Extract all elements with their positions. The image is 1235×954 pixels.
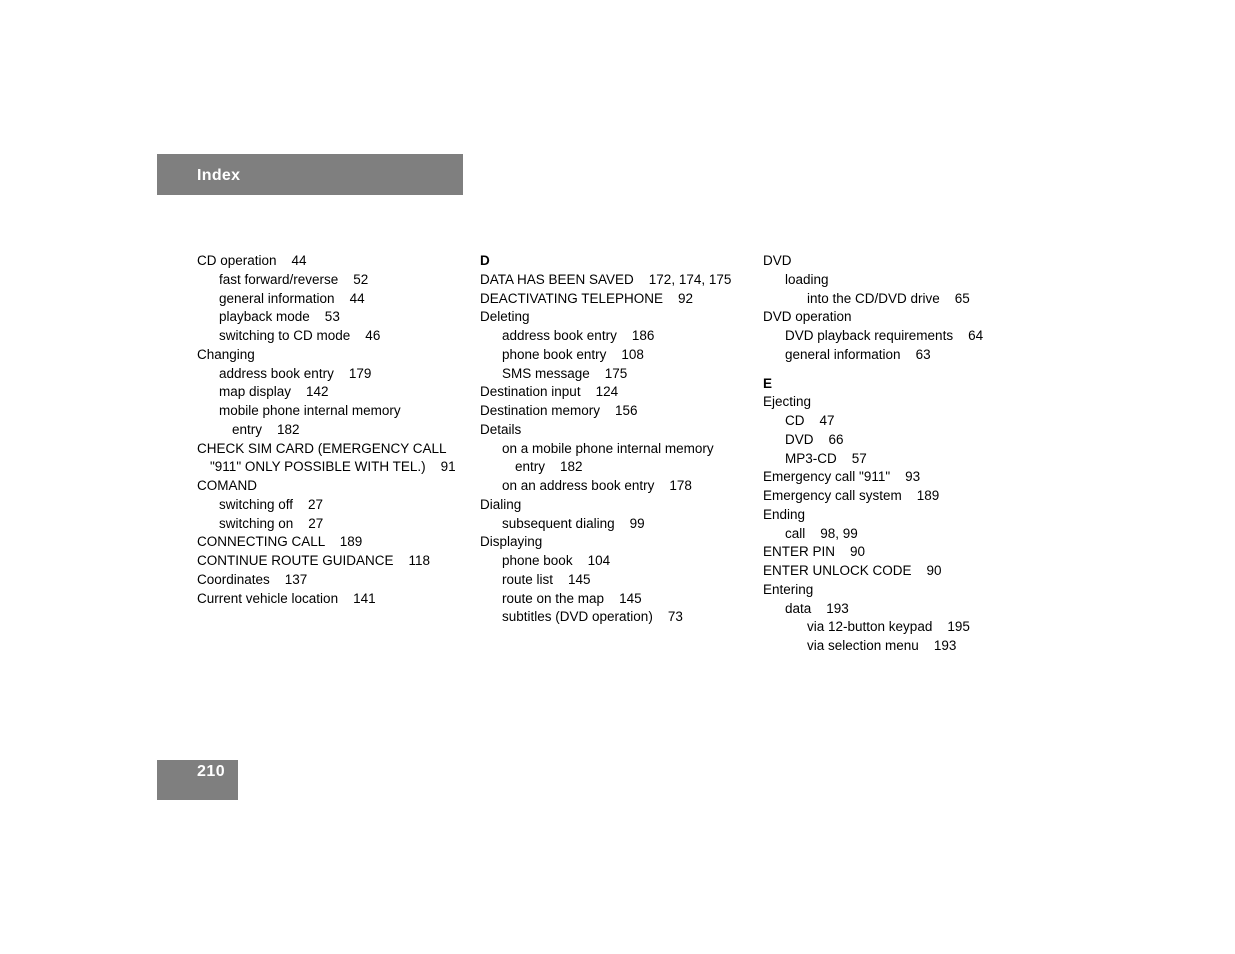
index-subentry: playback mode 53 <box>219 309 340 325</box>
index-subsubentry: via 12-button keypad 195 <box>807 619 970 635</box>
section-title: Index <box>197 167 241 184</box>
index-subentry: DVD 66 <box>785 431 844 447</box>
index-subentry: phone book 104 <box>502 553 611 568</box>
index-entry: CONNECTING CALL 189 <box>197 534 363 550</box>
index-subentry: DVD playback requirements 64 <box>785 328 984 343</box>
index-column-2 <box>480 252 755 627</box>
index-entry: Destination input 124 <box>480 384 619 400</box>
page-number-tab <box>157 760 238 800</box>
letter-gap <box>763 365 1023 375</box>
index-entry: Ending <box>763 506 806 522</box>
index-entry: COMAND <box>197 478 257 493</box>
index-entry: Details <box>480 421 522 437</box>
index-entry: CHECK SIM CARD (EMERGENCY CALL <box>197 440 447 456</box>
index-subentry: route list 145 <box>502 571 591 587</box>
index-subentry-continuation: entry 182 <box>232 421 300 437</box>
index-subentry: phone book entry 108 <box>502 346 644 362</box>
index-entry: Ejecting <box>763 394 812 410</box>
index-entry: ENTER PIN 90 <box>763 544 866 560</box>
index-entry: Entering <box>763 581 814 597</box>
index-subentry: on a mobile phone internal memory <box>502 440 714 456</box>
index-entry: ENTER UNLOCK CODE 90 <box>763 563 942 578</box>
index-subentry: route on the map 145 <box>502 590 642 606</box>
index-letter-heading: E <box>763 375 773 391</box>
index-subentry: subsequent dialing 99 <box>502 515 645 531</box>
index-entry: Coordinates 137 <box>197 571 308 587</box>
index-subentry: SMS message 175 <box>502 365 628 381</box>
index-entry-continuation: "911" ONLY POSSIBLE WITH TEL.) 91 <box>210 459 456 475</box>
index-subentry: subtitles (DVD operation) 73 <box>502 609 683 625</box>
index-subentry: general information 63 <box>785 346 931 362</box>
index-letter-heading: D <box>480 253 490 268</box>
section-header <box>157 154 463 195</box>
index-entry: DEACTIVATING TELEPHONE 92 <box>480 290 694 306</box>
index-subentry: call 98, 99 <box>785 525 858 541</box>
page-number: 210 <box>197 763 226 780</box>
index-subentry: address book entry 179 <box>219 365 372 381</box>
index-subentry: switching off 27 <box>219 496 324 512</box>
index-subentry: general information 44 <box>219 290 365 306</box>
index-subsubentry: via selection menu 193 <box>807 638 957 653</box>
index-subentry: on an address book entry 178 <box>502 478 692 493</box>
index-subentry: mobile phone internal memory <box>219 403 401 418</box>
index-column-3 <box>763 252 1023 656</box>
index-subentry: switching to CD mode 46 <box>219 328 381 343</box>
index-subentry: loading <box>785 271 829 287</box>
index-entry: CD operation 44 <box>197 253 307 268</box>
index-subentry: address book entry 186 <box>502 328 655 343</box>
index-entry: Dialing <box>480 496 522 512</box>
index-subentry: MP3-CD 57 <box>785 450 867 466</box>
index-entry: Deleting <box>480 309 530 325</box>
index-entry: Changing <box>197 346 255 362</box>
index-subentry: data 193 <box>785 600 849 616</box>
index-entry: Emergency call system 189 <box>763 488 940 503</box>
index-entry: CONTINUE ROUTE GUIDANCE 118 <box>197 553 431 568</box>
index-entry: Displaying <box>480 534 543 550</box>
index-entry: Emergency call "911" 93 <box>763 469 921 485</box>
index-entry: DATA HAS BEEN SAVED 172, 174, 175 <box>480 271 732 287</box>
index-subentry-continuation: entry 182 <box>515 459 583 475</box>
index-entry: DVD <box>763 253 792 268</box>
index-column-1 <box>197 252 467 608</box>
index-entry: Current vehicle location 141 <box>197 590 376 606</box>
index-subentry: switching on 27 <box>219 515 324 531</box>
index-subentry: CD 47 <box>785 413 835 428</box>
index-subentry: fast forward/reverse 52 <box>219 271 369 287</box>
index-entry: DVD operation <box>763 309 852 325</box>
index-subsubentry: into the CD/DVD drive 65 <box>807 290 970 306</box>
index-subentry: map display 142 <box>219 384 329 400</box>
index-entry: Destination memory 156 <box>480 403 638 418</box>
